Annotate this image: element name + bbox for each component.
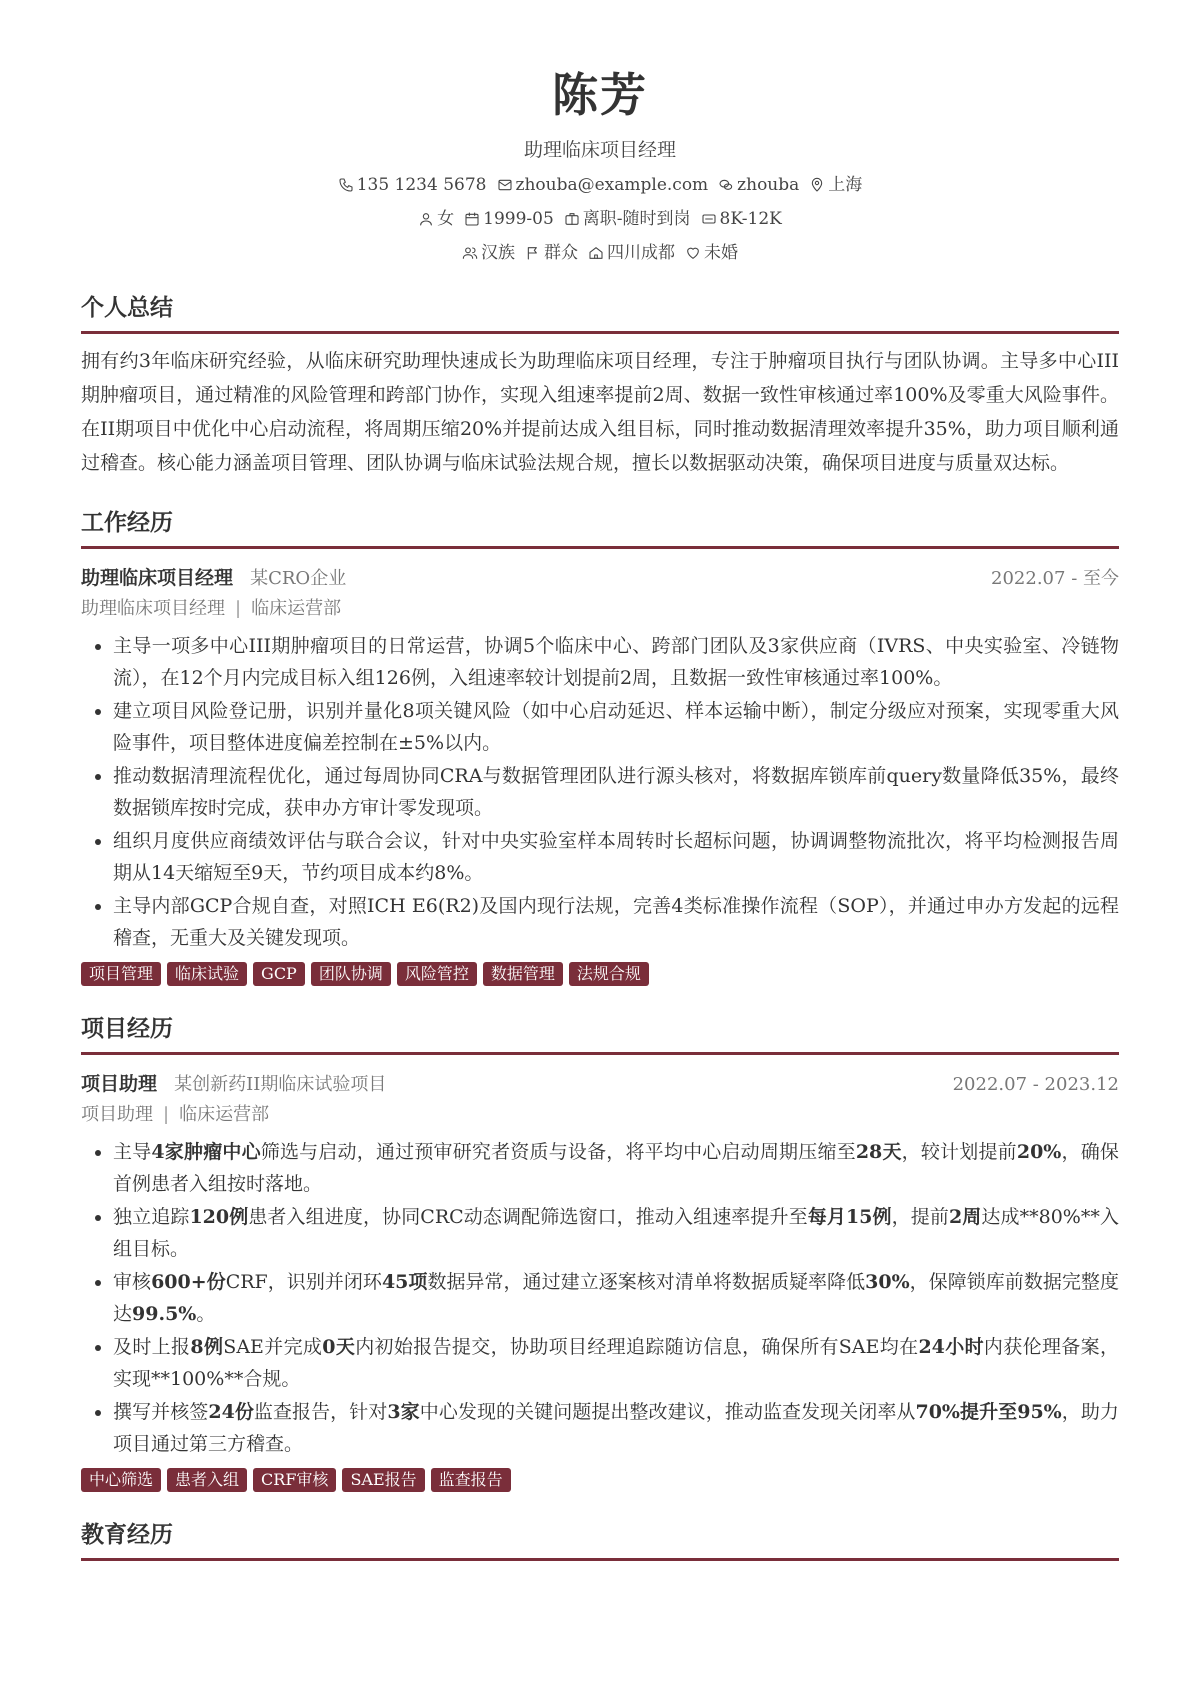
skill-tag: CRF审核	[253, 1468, 336, 1492]
text-run: 内获伦理备案，实现**100%**合规。	[113, 1336, 1119, 1390]
user-icon	[418, 211, 434, 227]
text-run: ，确保首例患者入组按时落地。	[113, 1141, 1119, 1195]
work-bullet: • 组织月度供应商绩效评估与联合会议，针对中央实验室样本周转时长超标问题，协调调整物流批次，将平均检测报告周期从14天缩短至9天，节约项目成本约8%。	[113, 825, 1119, 889]
bold-text-run: 70%	[915, 1401, 960, 1423]
contact-row	[81, 173, 1119, 197]
briefcase-icon	[564, 211, 580, 227]
salary-text: 8K-12K	[719, 209, 782, 229]
skill-tag: 患者入组	[167, 1468, 247, 1492]
details-row	[81, 207, 1119, 231]
bold-text-run: 24小时	[918, 1336, 984, 1358]
work-entry	[81, 563, 1119, 986]
hometown-item	[588, 241, 675, 265]
bold-text-run: 提升至	[959, 1401, 1018, 1423]
project-entry	[81, 1069, 1119, 1492]
text-run: ，助力项目通过第三方稽查。	[113, 1401, 1119, 1455]
wechat-item[interactable]	[718, 173, 799, 197]
work-sub-separator: |	[235, 598, 242, 619]
summary-text: 拥有约3年临床研究经验，从临床研究助理快速成长为助理临床项目经理，专注于肿瘤项目执行与团队协调。主导多中心III期肿瘤项目，通过精准的风险管理和跨部门协作，实现入组速率提前2周、数据一致性审核通过率100%及零重大风险事件。在II期项目中优化中心启动流程，将周期压缩20%并提前达成入组目标，同时推动数据清理效率提升35%，助力项目顺利通过稽查。核心能力涵盖项目管理、团队协调与临床试验法规合规，擅长以数据驱动决策，确保项目进度与质量双达标。	[81, 350, 1119, 474]
skill-tag: 临床试验	[167, 962, 247, 986]
project-date: 2022.07 - 2023.12	[952, 1074, 1119, 1095]
bold-text-run: 8例	[190, 1336, 224, 1358]
project-bullet	[113, 1331, 1119, 1395]
text-run: 中心发现的关键问题提出整改建议，推动监查发现关闭率从	[419, 1401, 916, 1423]
heart-icon	[685, 245, 701, 261]
text-run: 主导	[113, 1141, 152, 1163]
bold-text-run: 24份	[208, 1401, 254, 1423]
skill-tag: 风险管控	[397, 962, 477, 986]
work-bullet: • 建立项目风险登记册，识别并量化8项关键风险（如中心启动延迟、样本运输中断），制定分级应对预案，实现零重大风险事件，项目整体进度偏差控制在±5%以内。	[113, 695, 1119, 759]
summary-title: 个人总结	[81, 291, 1119, 334]
bold-text-run: 2周	[948, 1206, 982, 1228]
bold-text-run: 99.5%	[132, 1303, 197, 1325]
status-text: 离职-随时到岗	[582, 209, 691, 229]
project-position: 项目助理	[81, 1073, 158, 1095]
text-run: ，提前	[891, 1206, 949, 1228]
project-bullet	[113, 1136, 1119, 1200]
bold-text-run: 30%	[865, 1271, 910, 1293]
flag-icon	[525, 245, 541, 261]
ethnicity-item	[462, 241, 515, 265]
text-run: 筛选与启动，通过预审研究者资质与设备，将平均中心启动周期压缩至	[260, 1141, 856, 1163]
project-bullets	[81, 1136, 1119, 1460]
project-entry-head	[81, 1069, 1119, 1100]
ethnicity-text: 汉族	[481, 243, 515, 263]
bold-text-run: 28天	[855, 1141, 902, 1163]
hometown-text: 四川成都	[607, 243, 675, 263]
email-text: zhouba@example.com	[515, 175, 709, 195]
project-tags	[81, 1468, 1119, 1492]
work-position: 助理临床项目经理	[81, 567, 234, 589]
wechat-text: zhouba	[737, 175, 800, 195]
marital-text: 未婚	[704, 243, 738, 263]
skill-tag: 团队协调	[311, 962, 391, 986]
work-bullet: • 推动数据清理流程优化，通过每周协同CRA与数据管理团队进行源头核对，将数据库锁库前query数量降低35%，最终数据锁库按时完成，获申办方审计零发现项。	[113, 760, 1119, 824]
text-run: 监查报告，针对	[253, 1401, 388, 1423]
bold-text-run: 95%	[1017, 1401, 1062, 1423]
project-bullet	[113, 1266, 1119, 1330]
work-date: 2022.07 - 至今	[991, 568, 1119, 589]
phone-item[interactable]	[338, 173, 487, 197]
text-run: CRF，识别并闭环	[225, 1271, 382, 1293]
bold-text-run: 0天	[322, 1336, 356, 1358]
project-sub-dept: 临床运营部	[179, 1104, 270, 1125]
text-run: 撰写并核签	[113, 1401, 209, 1423]
project-sub-separator: |	[163, 1104, 170, 1125]
project-bullet	[113, 1201, 1119, 1265]
calendar-icon	[464, 211, 480, 227]
bold-text-run: 3家	[387, 1401, 420, 1423]
text-run: ，保障锁库前数据完整度达	[113, 1271, 1119, 1325]
political-item	[525, 241, 578, 265]
text-run: 。	[196, 1303, 216, 1325]
text-run: 数据异常，通过建立逐案核对清单将数据质疑率降低	[427, 1271, 866, 1293]
bold-text-run: 每月15例	[807, 1206, 892, 1228]
work-title: 工作经历	[81, 506, 1119, 549]
bold-text-run: 4家肿瘤中心	[151, 1141, 261, 1163]
salary-icon	[701, 211, 717, 227]
mail-icon	[497, 177, 513, 193]
summary-section	[81, 291, 1119, 480]
email-item[interactable]	[497, 173, 709, 197]
skill-tag: 法规合规	[569, 962, 649, 986]
work-bullet: • 主导一项多中心III期肿瘤项目的日常运营，协调5个临床中心、跨部门团队及3家供应商（IVRS、中央实验室、冷链物流），在12个月内完成目标入组126例，入组速率较计划提前2周，且数据一致性审核通过率100%。	[113, 630, 1119, 694]
project-sub-role: 项目助理	[81, 1104, 153, 1125]
text-run: 独立追踪	[113, 1206, 190, 1228]
work-entry-head	[81, 563, 1119, 594]
project-section	[81, 1012, 1119, 1492]
text-run: 审核	[113, 1271, 152, 1293]
work-bullet: • 主导内部GCP合规自查，对照ICH E6(R2)及国内现行法规，完善4类标准操作流程（SOP），并通过申办方发起的远程稽查，无重大及关键发现项。	[113, 890, 1119, 954]
text-run: ，较计划提前	[901, 1141, 1017, 1163]
skill-tag: 项目管理	[81, 962, 161, 986]
skill-tag: GCP	[253, 962, 305, 986]
gender-text: 女	[437, 209, 455, 229]
text-run: 内初始报告提交，协助项目经理追踪随访信息，确保所有SAE均在	[355, 1336, 919, 1358]
political-text: 群众	[544, 243, 578, 263]
wechat-icon	[718, 177, 734, 193]
skill-tag: SAE报告	[342, 1468, 424, 1492]
project-name: 某创新药II期临床试验项目	[174, 1074, 387, 1095]
birth-text: 1999-05	[483, 209, 554, 229]
phone-text: 135 1234 5678	[356, 175, 487, 195]
marital-item	[685, 241, 738, 265]
work-section	[81, 506, 1119, 986]
location-text: 上海	[828, 175, 863, 195]
gender-item	[418, 207, 454, 231]
work-company: 某CRO企业	[250, 568, 347, 589]
bold-text-run: 600+份	[151, 1271, 226, 1293]
bold-text-run: 20%	[1016, 1141, 1062, 1163]
phone-icon	[338, 177, 354, 193]
project-sub	[81, 1100, 1119, 1130]
project-bullet	[113, 1396, 1119, 1460]
work-sub	[81, 594, 1119, 624]
birth-item	[464, 207, 554, 231]
text-run: 及时上报	[113, 1336, 191, 1358]
candidate-role: 助理临床项目经理	[523, 139, 676, 161]
people-icon	[462, 245, 478, 261]
work-sub-role: 助理临床项目经理	[81, 598, 225, 619]
work-bullets	[81, 630, 1119, 954]
salary-item	[701, 207, 782, 231]
skill-tag: 监查报告	[431, 1468, 511, 1492]
bold-text-run: 45项	[381, 1271, 428, 1293]
work-sub-dept: 临床运营部	[251, 598, 342, 619]
location-item	[809, 173, 862, 197]
extra-row	[81, 241, 1119, 265]
location-icon	[809, 177, 825, 193]
work-tags	[81, 962, 1119, 986]
education-section	[81, 1518, 1119, 1561]
bold-text-run: 120例	[189, 1206, 249, 1228]
skill-tag: 数据管理	[483, 962, 563, 986]
education-title: 教育经历	[81, 1518, 1119, 1561]
status-item	[564, 207, 691, 231]
text-run: 达成**80%**入组目标。	[113, 1206, 1119, 1260]
candidate-name: 陈芳	[552, 68, 648, 122]
text-run: 患者入组进度，协同CRC动态调配筛选窗口，推动入组速率提升至	[248, 1206, 808, 1228]
text-run: SAE并完成	[223, 1336, 323, 1358]
skill-tag: 中心筛选	[81, 1468, 161, 1492]
home-icon	[588, 245, 604, 261]
project-title: 项目经历	[81, 1012, 1119, 1055]
